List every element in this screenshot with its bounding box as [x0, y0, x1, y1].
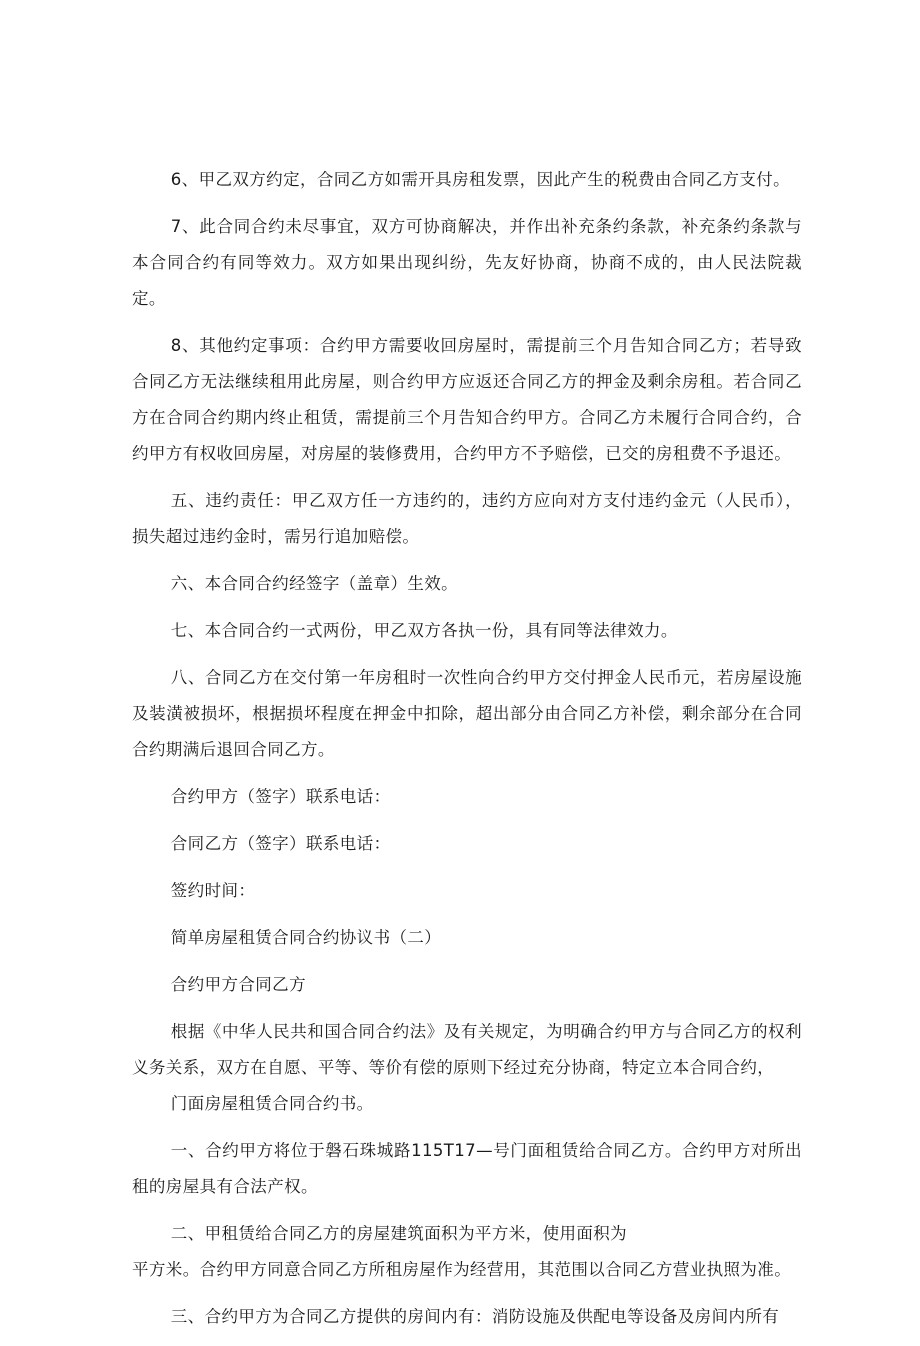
section-7-copies: 七、本合同合约一式两份，甲乙双方各执一份，具有同等法律效力。 [170, 621, 678, 640]
parties-line: 合约甲方合同乙方 [170, 975, 306, 994]
party-a-signature-line: 合约甲方（签字）联系电话： [170, 787, 391, 806]
signing-date-line: 签约时间： [170, 881, 256, 900]
second-contract-title: 简单房屋租赁合同合约协议书（二） [170, 928, 442, 947]
clause-8-other-agreements: 8、其他约定事项：合约甲方需要收回房屋时，需提前三个月告知合同乙方；若导致合同乙方无法继续租用此房屋，则合约甲方应返还合同乙方的押金及剩余房租。若合同乙方在合同合约期内终止租赁，需提前三个月告知合约甲方。合同乙方未履行合同合约，合约甲方有权收回房屋，对房屋的装修费用，合约甲方不予赔偿，已交的房租费不予退还。 [132, 336, 802, 463]
section-2-area-continuation: 平方米。合约甲方同意合同乙方所租房屋作为经营用，其范围以合同乙方营业执照为准。 [132, 1260, 792, 1279]
section-3-facilities: 三、合约甲方为合同乙方提供的房间内有：消防设施及供配电等设备及房间内所有 [170, 1307, 780, 1326]
section-8-deposit: 八、合同乙方在交付第一年房租时一次性向合约甲方交付押金人民币元，若房屋设施及装潢被损坏，根据损坏程度在押金中扣除，超出部分由合同乙方补偿，剩余部分在合同合约期满后退回合同乙方。 [132, 668, 802, 759]
party-b-signature-line: 合同乙方（签字）联系电话： [170, 834, 391, 853]
clause-7-unresolved-matters: 7、此合同合约未尽事宜，双方可协商解决，并作出补充条约条款，补充条约条款与本合同合约有同等效力。双方如果出现纠纷，先友好协商，协商不成的，由人民法院裁定。 [132, 217, 802, 308]
preamble: 根据《中华人民共和国合同合约法》及有关规定，为明确合约甲方与合同乙方的权利义务关系，双方在自愿、平等、等价有偿的原则下经过充分协商，特定立本合同合约， [132, 1022, 802, 1077]
document-body [132, 162, 802, 1346]
section-6-effectiveness: 六、本合同合约经签字（盖章）生效。 [170, 574, 459, 593]
section-2-area: 二、甲租赁给合同乙方的房屋建筑面积为平方米，使用面积为 [170, 1224, 628, 1243]
section-5-breach-liability: 五、违约责任：甲乙双方任一方违约的，违约方应向对方支付违约金元（人民币），损失超过违约金时，需另行追加赔偿。 [132, 491, 802, 546]
section-1-premises: 一、合约甲方将位于磐石珠城路115T17—号门面租赁给合同乙方。合约甲方对所出租的房屋具有合法产权。 [132, 1141, 802, 1196]
clause-6-invoice-tax: 6、甲乙双方约定，合同乙方如需开具房租发票，因此产生的税费由合同乙方支付。 [170, 170, 791, 189]
preamble-continuation: 门面房屋租赁合同合约书。 [170, 1094, 374, 1113]
